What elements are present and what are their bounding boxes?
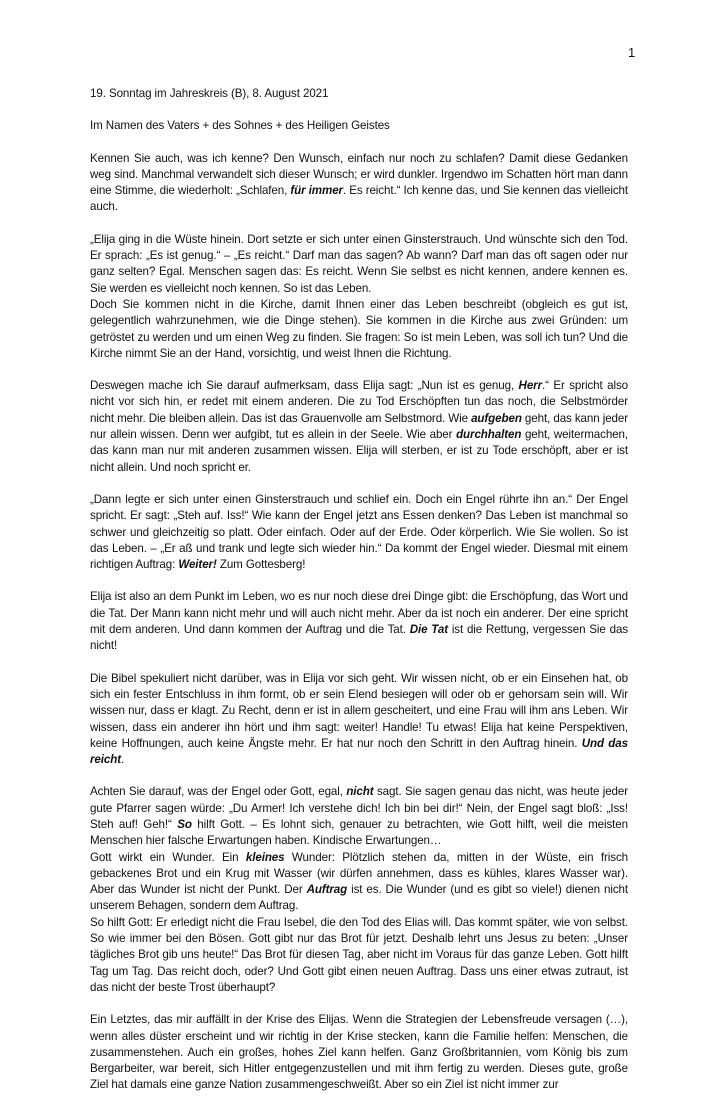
paragraph-7: Die Bibel spekuliert nicht darüber, was in Elija vor sich geht. Wir wissen nicht, ob er ein Einsehen hat, ob sich ein fester Entschluss in ihm formt, ob er sein Elend besiegen will oder ob er gehorsam sein will. Wir wissen nur, dass er klagt. Zu Recht, denn er ist in allem gescheitert, und eine Frau will ihm ans Leben. Wir wissen, dass ein anderer ihn hört und ihm sagt: weiter! Handle! Tu etwas! Elija hat keine Perspektiven, keine Hoffnungen, auch keine Ängste mehr. Er hat nur noch den Schritt in den Auftrag hinein. Und das reicht. [90,671,628,767]
paragraph-4: Deswegen mache ich Sie darauf aufmerksam, dass Elija sagt: „Nun ist es genug, Herr.“ Er spricht also nicht vor sich hin, er redet mit einem anderen. Die zu Tod Erschöpften tun das noch, die Selbstmörder nicht mehr. Die bleiben allein. Das ist das Grauenvolle am Selbstmord. Wie aufgeben geht, das kann jeder nur allein wissen. Denn wer aufgibt, tut es allein in der Seele. Wie aber durchhalten geht, weitermachen, das kann man nur mit anderen zusammen wissen. Elija will sterben, er ist zu Tode erschöpft, aber er ist nicht allein. Und noch spricht er. [90,379,628,474]
paragraph-2: „Elija ging in die Wüste hinein. Dort setzte er sich unter einen Ginsterstrauch. Und wünschte sich den Tod. Er sprach: „Es ist genug.“ – „Es reicht.“ Darf man das sagen? Ab wann? Darf man das oft sagen oder nur ganz selten? Egal. Menschen sagen das: Es reicht. Wenn Sie selbst es nicht kennen, andere kennen es. Sie werden es vielleicht noch kennen. So ist das Leben. [90,232,628,295]
paragraph-1: Kennen Sie auch, was ich kenne? Den Wunsch, einfach nur noch zu schlafen? Damit diese Gedanken weg sind. Manchmal verwandelt sich dieser Wunsch; er wird dunkler. Irgendwo im Schatten hört man dann eine Stimme, die wiederholt: „Schlafen, für immer. Es reicht.“ Ich kenne das, und Sie kennen das vielleicht auch. [90,151,628,214]
paragraph-8: Achten Sie darauf, was der Engel oder Gott, egal, nicht sagt. Sie sagen genau das nicht, was heute jeder gute Pfarrer sagen würde: „Du Armer! Ich verstehe dich! Ich bin bei dir!“ Nein, der Engel sagt bloß: „Iss! Steh auf! Geh!“ So hilft Gott. – Es lohnt sich, genauer zu betrachten, wie Gott hilft, weil die meisten Menschen hier falsche Erwartungen haben. Kindische Erwartungen… [90,785,629,848]
page-number: 1 [628,45,636,60]
paragraph-5: „Dann legte er sich unter einen Ginsterstrauch und schlief ein. Doch ein Engel rührte ihn an.“ Der Engel spricht. Er sagt: „Steh auf. Iss!“ Wie kann der Engel jetzt ans Essen denken? Das Leben ist manchmal so schwer und gleichzeitig so platt. Oder einfach. Oder auf der Erde. Oder körperlich. Wie Sie wollen. So ist das Leben. – „Er aß und trank und legte sich wieder hin.“ Da kommt der Engel wieder. Diesmal mit einem richtigen Auftrag: Weiter! Zum Gottesberg! [90,492,628,572]
paragraph-10: So hilft Gott: Er erledigt nicht die Frau Isebel, die den Tod des Elias will. Das kommt später, wie von selbst. So wie immer bei den Bösen. Gott gibt nur das Brot für jetzt. Deshalb lehrt uns Jesus zu beten: „Unser tägliches Brot gib uns heute!“ Das Brot für diesen Tag, aber nicht im Voraus für das ganze Leben. Gott hilft Tag um Tag. Das reicht doch, oder? Und Gott gibt einen neuen Auftrag. Dass uns einer etwas zutraut, ist das nicht der beste Trost überhaupt? [90,915,628,994]
paragraph-11: Ein Letztes, das mir auffällt in der Krise des Elijas. Wenn die Strategien der Lebensfreude versagen (…), wenn alles düster erscheint und wir richtig in der Krise stecken, kann die Familie helfen: Menschen, die zusammenstehen. Auch ein großes, hohes Ziel kann helfen. Ganz Großbritannien, vom König bis zum Bergarbeiter, war bereit, sich Hitler entgegenzustellen und mit ihm fertig zu werden. Dieses gute, große Ziel hat damals eine ganze Nation zusammengeschweißt. Aber so ein Ziel ist nicht immer zur [90,1013,628,1092]
paragraph-3: Doch Sie kommen nicht in die Kirche, damit Ihnen einer das Leben beschreibt (obgleich es gut ist, gelegentlich wahrzunehmen, wie die Dinge stehen). Sie kommen in die Kirche aus zwei Gründen: um getröstet zu werden und um einen Weg zu finden. Sie fragen: So ist mein Leben, was soll ich tun? Und die Kirche nimmt Sie an der Hand, vorsichtig, und weist Ihnen die Richtung. [90,297,628,360]
paragraph-9: Gott wirkt ein Wunder. Ein kleines Wunder: Plötzlich stehen da, mitten in der Wüste, ein frisch gebackenes Brot und ein Krug mit Wasser (wir dürfen annehmen, dass es kühles, klares Wasser war). Aber das Wunder ist nicht der Punkt. Der Auftrag ist es. Die Wunder (und es gibt so viele!) dienen nicht unserem Behagen, sondern dem Auftrag. [90,850,628,913]
heading: 19. Sonntag im Jahreskreis (B), 8. August 2021 [90,87,329,100]
paragraph-6: Elija ist also an dem Punkt im Leben, wo es nur noch diese drei Dinge gibt: die Erschöpfung, das Wort und die Tat. Der Mann kann nicht mehr und will auch nicht mehr. Aber da ist noch ein anderer. Der eine spricht mit dem anderen. Und dann kommen der Auftrag und die Tat. Die Tat ist die Rettung, vergessen Sie das nicht! [90,590,628,653]
invocation: Im Namen des Vaters + des Sohnes + des Heiligen Geistes [90,119,390,133]
sermon-body [90,86,628,1110]
